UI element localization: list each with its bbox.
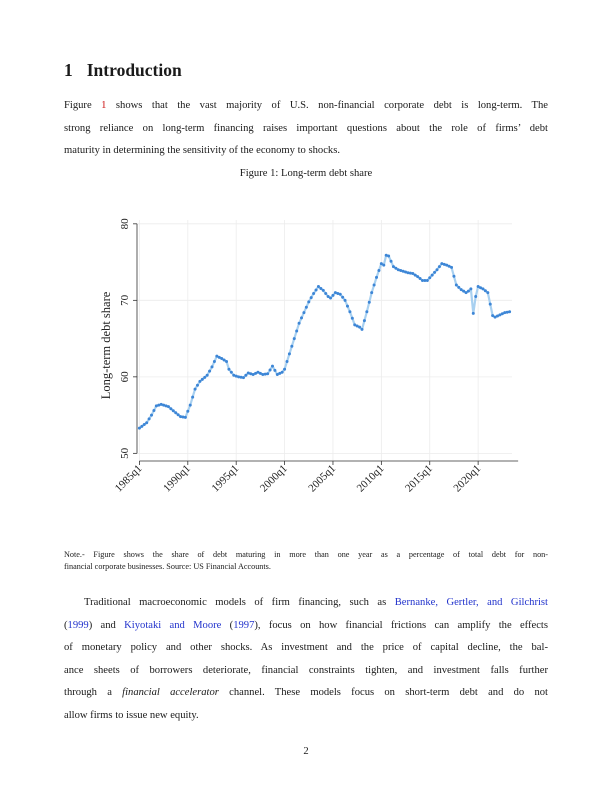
y-tick-label: 60: [119, 371, 131, 383]
data-point: [363, 319, 366, 322]
data-point: [150, 414, 153, 417]
data-point: [344, 299, 347, 302]
data-point: [390, 260, 393, 263]
data-point: [361, 328, 364, 331]
y-tick-label: 70: [119, 294, 131, 306]
body-line-3: of monetary policy and other shocks. As investment and the price of capital decline, the bal-: [64, 642, 548, 653]
citation-link[interactable]: Kiyotaki and Moore: [124, 619, 222, 631]
data-point: [329, 297, 332, 300]
y-tick-label: 80: [119, 218, 131, 230]
data-point: [148, 417, 151, 420]
data-point: [143, 423, 146, 426]
data-point: [324, 292, 327, 295]
data-point: [145, 421, 148, 424]
data-point: [348, 310, 351, 313]
data-point: [428, 276, 431, 279]
data-point: [213, 360, 216, 363]
text-run: (: [221, 619, 234, 631]
y-axis-label: Long-term debt share: [99, 291, 113, 400]
data-point: [346, 305, 349, 308]
data-point: [508, 310, 511, 313]
data-point: [283, 368, 286, 371]
data-point: [177, 413, 180, 416]
data-point: [469, 287, 472, 290]
page-number: 2: [303, 746, 309, 757]
data-point: [341, 296, 344, 299]
data-point: [373, 284, 376, 287]
section-title: Introduction: [86, 60, 182, 80]
data-point: [186, 410, 189, 413]
body-line-1: [64, 592, 548, 615]
data-point: [300, 316, 303, 319]
intro-line-1: [64, 95, 548, 118]
data-point: [455, 284, 458, 287]
text-run: (: [64, 619, 68, 631]
data-point: [290, 345, 293, 348]
chart-axes: [137, 224, 518, 461]
x-tick-label: 1990q1: [161, 462, 193, 495]
data-point: [486, 291, 489, 294]
data-point: [281, 371, 284, 374]
data-point: [167, 405, 170, 408]
x-axis-ticks: [113, 461, 484, 494]
body-line-6: allow firms to issue new equity.: [64, 709, 199, 721]
data-point: [169, 407, 172, 410]
data-point: [174, 411, 177, 414]
data-point: [312, 292, 315, 295]
data-point: [489, 303, 492, 306]
note-line-2: financial corporate businesses. Source: US Financial Accounts.: [64, 562, 271, 571]
data-point: [310, 296, 313, 299]
data-point: [433, 271, 436, 274]
data-point: [472, 312, 475, 315]
data-point: [305, 306, 308, 309]
data-point: [426, 279, 429, 282]
data-point: [351, 317, 354, 320]
data-point: [370, 291, 373, 294]
data-point: [302, 311, 305, 314]
data-point: [189, 404, 192, 407]
chart-series: [138, 254, 511, 430]
x-tick-label: 2005q1: [306, 462, 339, 495]
data-point: [484, 289, 487, 292]
data-point: [358, 326, 361, 329]
body-line-4: ance sheets of borrowers deteriorate, financial constraints tighten, and investment falls further: [64, 664, 548, 676]
text-run: Traditional macroeconomic models of firm financing, such as: [84, 597, 395, 608]
data-point: [339, 293, 342, 296]
citation-year-link[interactable]: 1997: [233, 619, 255, 631]
series-line: [139, 255, 509, 428]
body-line-5: [64, 682, 548, 705]
figure-ref-link[interactable]: 1: [101, 100, 107, 111]
figure-caption: Figure 1: Long-term debt share: [239, 168, 373, 179]
data-point: [293, 337, 296, 340]
data-point: [196, 384, 199, 387]
data-point: [387, 254, 390, 257]
data-point: [194, 388, 197, 391]
chart-grid: [137, 220, 512, 461]
data-point: [244, 374, 247, 377]
long-term-debt-chart: [90, 205, 530, 540]
body-line-2: [64, 615, 548, 638]
data-point: [191, 396, 194, 399]
data-point: [140, 425, 143, 428]
x-tick-label: 2000q1: [257, 462, 290, 495]
note-line-1: Note.- Figure shows the share of debt maturing in more than one year as a percentage of total debt for non-: [64, 550, 548, 559]
data-point: [416, 275, 419, 278]
text-run: Figure: [64, 100, 102, 111]
data-point: [474, 295, 477, 298]
data-point: [184, 416, 187, 419]
x-tick-label: 2010q1: [354, 462, 387, 495]
data-point: [436, 268, 439, 271]
data-point: [206, 374, 209, 377]
text-run: shows that the vast majority of U.S. non-financial corporate debt is long-term. The: [106, 100, 548, 111]
data-point: [198, 380, 201, 383]
data-point: [307, 300, 310, 303]
data-point: [203, 376, 206, 379]
x-tick-label: 1985q1: [112, 462, 145, 495]
data-point: [452, 275, 455, 278]
x-tick-label: 2020q1: [451, 462, 484, 495]
citation-link[interactable]: Bernanke, Gertler, and Gilchrist: [394, 597, 548, 608]
data-point: [365, 310, 368, 313]
y-tick-label: 50: [119, 447, 131, 459]
data-point: [322, 289, 325, 292]
data-point: [288, 352, 291, 355]
data-point: [431, 274, 434, 277]
data-point: [286, 360, 289, 363]
data-point: [227, 368, 230, 371]
y-axis-ticks: [119, 218, 137, 459]
data-point: [315, 289, 318, 292]
emphasis-text: financial accelerator: [122, 687, 219, 698]
citation-year-link[interactable]: 1999: [67, 619, 89, 631]
data-point: [201, 378, 204, 381]
data-point: [457, 286, 460, 289]
data-point: [450, 266, 453, 269]
data-point: [138, 427, 141, 430]
data-point: [152, 409, 155, 412]
body-paragraph: [64, 592, 548, 727]
data-point: [266, 372, 269, 375]
x-tick-label: 1995q1: [209, 462, 242, 495]
section-number: 1: [64, 60, 73, 80]
intro-line-2: strong reliance on long-term financing raises important questions about the role of firms’ debt: [64, 122, 548, 134]
data-point: [319, 287, 322, 290]
section-heading: [64, 60, 182, 81]
intro-line-3: maturity in determining the sensitivity of the economy to shocks.: [64, 145, 340, 156]
data-point: [225, 360, 228, 363]
data-point: [377, 269, 380, 272]
data-point: [375, 276, 378, 279]
data-point: [331, 294, 334, 297]
data-point: [467, 290, 470, 293]
data-point: [211, 365, 214, 368]
data-point: [438, 265, 441, 268]
data-point: [368, 301, 371, 304]
data-point: [382, 264, 385, 267]
data-point: [208, 370, 211, 373]
data-point: [273, 369, 276, 372]
data-point: [269, 368, 272, 371]
data-point: [295, 329, 298, 332]
data-point: [317, 285, 320, 288]
figure-note: [64, 549, 548, 573]
text-run: ), focus on how financial frictions can amplify the effects: [254, 619, 548, 631]
intro-paragraph: [64, 95, 548, 163]
data-point: [419, 277, 422, 280]
data-point: [242, 376, 245, 379]
text-run: channel. These models focus on short-term debt and do not: [218, 687, 548, 698]
data-point: [230, 371, 233, 374]
data-point: [298, 322, 301, 325]
text-run: through a: [64, 687, 123, 698]
text-run: ) and: [88, 619, 125, 631]
data-point: [271, 365, 274, 368]
data-point: [481, 287, 484, 290]
x-tick-label: 2015q1: [403, 462, 435, 495]
data-point: [172, 409, 175, 412]
